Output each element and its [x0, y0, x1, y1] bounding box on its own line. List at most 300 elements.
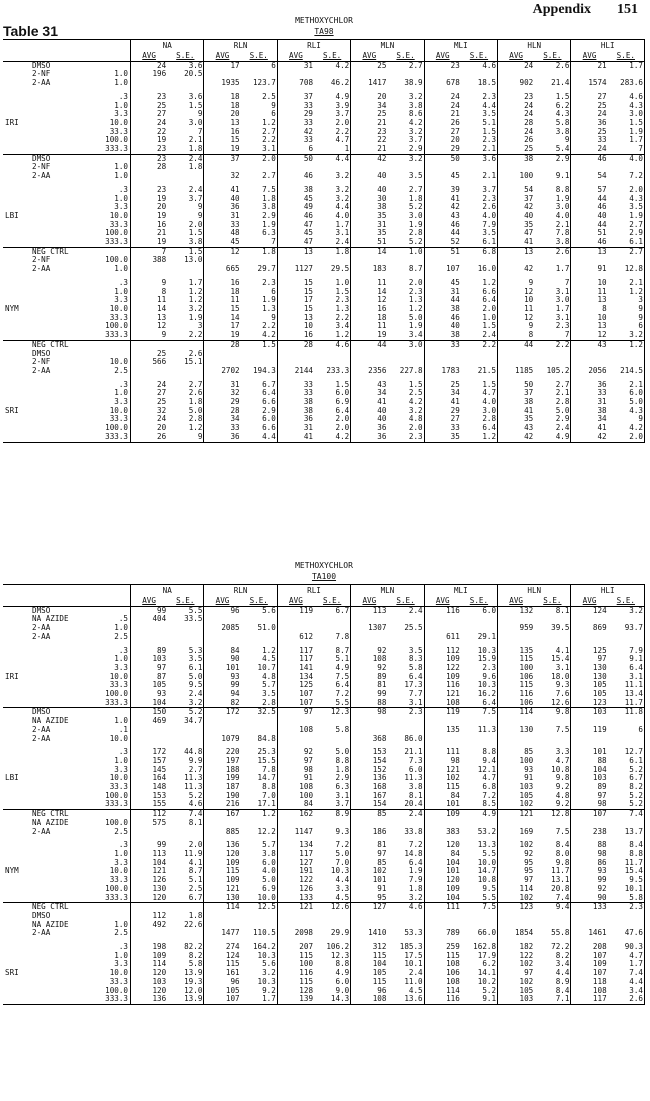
avg-value: 36 — [597, 118, 607, 127]
avg-value: 10 — [303, 322, 314, 331]
avg-value: 46 — [450, 313, 460, 322]
se-value: 2.1 — [167, 136, 204, 145]
avg-value: 383 — [446, 827, 460, 836]
table-cell — [31, 389, 93, 398]
se-value: 3.1 — [314, 229, 351, 238]
dose-value: 33.3 — [93, 128, 131, 137]
se-value: 9.5 — [608, 876, 645, 885]
se-value — [534, 256, 571, 265]
avg-value: 23 — [157, 92, 167, 101]
avg-value: 182 — [519, 943, 534, 952]
dose-value: 100.0 — [93, 136, 131, 145]
se-value — [314, 819, 351, 828]
avg-value: 31 — [277, 61, 314, 70]
se-value: 3.1 — [534, 314, 571, 323]
avg-value: 51 — [351, 238, 388, 247]
avg-value: 84 — [230, 646, 240, 655]
se-value: 3.8 — [387, 102, 424, 111]
avg-value: 125 — [299, 681, 314, 690]
dose-value: .3 — [93, 943, 131, 952]
panel-ta98 — [3, 15, 645, 443]
dose-row — [3, 305, 645, 314]
dose-value: 3.3 — [93, 859, 131, 868]
se-value: 6.4 — [387, 859, 424, 868]
se-value: 5.0 — [167, 407, 204, 416]
avg-value: 24 — [157, 118, 167, 127]
se-value — [608, 256, 645, 265]
avg-value — [351, 921, 388, 930]
avg-value: 117 — [571, 995, 608, 1004]
table-cell — [31, 859, 93, 868]
avg-value: 12 — [524, 287, 534, 296]
table-cell — [31, 229, 93, 238]
dose-value: 10.0 — [93, 119, 131, 128]
avg-value: 45 — [450, 172, 460, 181]
avg-value: 1147 — [294, 827, 314, 836]
se-value: 12.6 — [314, 903, 351, 912]
dose-value: 333.3 — [93, 433, 131, 442]
compound-label: NEG CTRL — [31, 810, 93, 819]
avg-value: 123 — [498, 903, 535, 912]
table-cell — [3, 288, 31, 297]
table-cell — [3, 70, 31, 79]
compound-label: NEG CTRL — [31, 247, 93, 256]
dose-row — [3, 145, 645, 154]
avg-value: 42 — [498, 433, 535, 442]
se-value: 6.2 — [461, 960, 498, 969]
se-value: 3.1 — [534, 288, 571, 297]
control-row — [3, 256, 645, 265]
avg-value: 136 — [225, 841, 240, 850]
avg-value: 31 — [230, 211, 240, 220]
avg-value: 8 — [161, 287, 167, 296]
column-header-mln: MLN — [351, 585, 424, 598]
table-cell — [31, 381, 93, 390]
dose-value: 1.0 — [93, 389, 131, 398]
dose-row — [3, 766, 645, 775]
avg-value: 38 — [303, 185, 314, 194]
avg-value: 92 — [303, 748, 314, 757]
se-value: 2.9 — [241, 212, 278, 221]
se-value: 4.6 — [314, 340, 351, 349]
avg-value: 11 — [157, 296, 167, 305]
avg-value: 104 — [446, 858, 460, 867]
se-value: 6.6 — [241, 424, 278, 433]
group-header-row — [3, 40, 645, 53]
se-value — [167, 735, 204, 744]
se-value: 8.8 — [241, 783, 278, 792]
se-value: 2.9 — [241, 407, 278, 416]
avg-value: 107 — [299, 690, 314, 699]
dose-row — [3, 757, 645, 766]
table-cell — [3, 314, 31, 323]
avg-value: 42 — [303, 127, 314, 136]
table-cell — [31, 40, 93, 53]
se-value: 11.9 — [167, 850, 204, 859]
se-header: S.E. — [534, 597, 571, 606]
dose-value: 3.3 — [93, 203, 131, 212]
se-value: 1.2 — [461, 279, 498, 288]
se-value: 4.9 — [461, 810, 498, 819]
avg-value — [351, 70, 388, 79]
compound-label: 2-AA — [32, 265, 51, 274]
se-value: 4.9 — [314, 93, 351, 102]
avg-value: 172 — [152, 748, 167, 757]
dose-value: 33.3 — [93, 783, 131, 792]
se-value: 2.3 — [387, 433, 424, 442]
control-row — [3, 61, 645, 70]
avg-value: 108 — [351, 995, 388, 1004]
se-value: 9.5 — [167, 681, 204, 690]
dose-row — [3, 203, 645, 212]
avg-value: 20 — [157, 424, 167, 433]
se-value: 2.0 — [387, 424, 424, 433]
se-value — [387, 358, 424, 367]
se-value: 6.1 — [608, 238, 645, 247]
se-value: 4.9 — [314, 664, 351, 673]
se-value: 3.4 — [314, 322, 351, 331]
dose-value — [93, 708, 131, 717]
se-value: 3.7 — [167, 195, 204, 204]
se-value: 3.4 — [534, 960, 571, 969]
compound-label: 2-AA — [32, 79, 51, 88]
avg-value: 25 — [157, 398, 167, 407]
dose-row — [3, 93, 645, 102]
avg-value: 27 — [450, 415, 460, 424]
se-value: 6.0 — [241, 859, 278, 868]
avg-value — [351, 163, 388, 172]
se-value: 4.2 — [241, 331, 278, 340]
se-value: 4.0 — [241, 867, 278, 876]
avg-value — [351, 912, 388, 921]
se-value: 5.8 — [534, 119, 571, 128]
table-cell — [3, 61, 31, 70]
table-cell — [3, 819, 31, 828]
se-value: 1.2 — [461, 433, 498, 442]
se-value: 5.2 — [387, 238, 424, 247]
se-value: 3.0 — [461, 407, 498, 416]
se-value: 6.6 — [241, 398, 278, 407]
se-value: 2.4 — [534, 424, 571, 433]
dose-value: .3 — [93, 841, 131, 850]
avg-value: 36 — [351, 433, 388, 442]
avg-value: 167 — [204, 810, 241, 819]
avg-value: 102 — [519, 960, 534, 969]
se-value — [167, 828, 204, 837]
se-value: 1.2 — [608, 288, 645, 297]
avg-value: 47 — [277, 238, 314, 247]
compound-label: 2-NF — [32, 256, 51, 265]
se-value: 20.8 — [534, 885, 571, 894]
avg-value: 40 — [377, 415, 387, 424]
column-header-rln: RLN — [204, 585, 277, 598]
avg-value: 97 — [524, 876, 534, 885]
table-cell — [31, 757, 93, 766]
se-value: 4.4 — [314, 876, 351, 885]
se-value — [167, 340, 204, 349]
avg-value: 23 — [424, 61, 461, 70]
se-header: S.E. — [241, 52, 278, 61]
dose-row — [3, 186, 645, 195]
avg-value: 36 — [597, 380, 607, 389]
avg-value: 15 — [230, 136, 240, 145]
avg-value: 85 — [351, 810, 388, 819]
se-value: 5.2 — [167, 792, 204, 801]
dose-value: 100.0 — [93, 819, 131, 828]
avg-value: 25 — [450, 380, 460, 389]
se-value: 3 — [608, 296, 645, 305]
avg-value: 109 — [446, 672, 460, 681]
column-header-rli: RLI — [277, 40, 350, 53]
avg-value: 128 — [299, 986, 314, 995]
avg-value: 103 — [519, 783, 534, 792]
avg-value: 116 — [424, 995, 461, 1004]
se-value — [241, 726, 278, 735]
table-cell — [3, 102, 31, 111]
avg-value: 34 — [377, 389, 387, 398]
se-value: 3.4 — [608, 987, 645, 996]
se-value — [534, 819, 571, 828]
table-cell — [31, 943, 93, 952]
dose-value: 33.3 — [93, 681, 131, 690]
se-value: 6 — [608, 726, 645, 735]
avg-header: AVG — [509, 52, 523, 60]
se-value: 9 — [534, 136, 571, 145]
se-value — [387, 163, 424, 172]
se-value: 4.2 — [608, 424, 645, 433]
se-value: 2.9 — [387, 145, 424, 154]
avg-value: 41 — [450, 398, 460, 407]
avg-value: 25 — [351, 61, 388, 70]
se-value: 9.9 — [167, 757, 204, 766]
avg-value: 90 — [230, 655, 240, 664]
avg-value — [351, 615, 388, 624]
se-value: 5.8 — [387, 664, 424, 673]
avg-value: 23 — [131, 154, 168, 163]
avg-value: 312 — [372, 943, 387, 952]
se-value: 2.3 — [387, 288, 424, 297]
avg-value: 1783 — [441, 366, 460, 375]
se-value: 123.7 — [241, 79, 278, 88]
table-cell — [3, 163, 31, 172]
se-value: 194.3 — [241, 367, 278, 376]
se-value: 2.1 — [461, 172, 498, 181]
avg-value: 6 — [277, 145, 314, 154]
se-header: S.E. — [314, 52, 351, 61]
se-value: 1.5 — [387, 381, 424, 390]
se-value: 8.2 — [167, 952, 204, 961]
se-value: 3.4 — [387, 331, 424, 340]
column-header-rln: RLN — [204, 40, 277, 53]
se-value: 6.7 — [314, 606, 351, 615]
avg-value: 33 — [303, 101, 314, 110]
se-value: 3.2 — [608, 606, 645, 615]
se-value: 8.1 — [387, 792, 424, 801]
avg-value: 97 — [597, 791, 607, 800]
se-value: 5.2 — [608, 766, 645, 775]
avg-value: 42 — [571, 433, 608, 442]
se-header: S.E. — [167, 597, 204, 606]
dose-row — [3, 389, 645, 398]
avg-value — [131, 265, 168, 274]
avg-value — [571, 256, 608, 265]
group-label: NYM — [5, 867, 19, 876]
avg-value — [498, 912, 535, 921]
dose-row — [3, 952, 645, 961]
table-cell — [31, 978, 93, 987]
se-value: 3.1 — [534, 664, 571, 673]
se-value: 2.3 — [314, 296, 351, 305]
se-value: 1.2 — [167, 424, 204, 433]
se-value: 3.7 — [461, 186, 498, 195]
avg-value — [424, 912, 461, 921]
se-value — [461, 615, 498, 624]
se-value: 1.5 — [534, 93, 571, 102]
avg-value — [424, 256, 461, 265]
dose-row — [3, 314, 645, 323]
dose-row — [3, 699, 645, 708]
avg-value: 96 — [204, 606, 241, 615]
se-value — [608, 633, 645, 642]
se-value: 2.1 — [534, 389, 571, 398]
se-value — [314, 70, 351, 79]
se-value: 5.3 — [167, 647, 204, 656]
se-value: 29.7 — [241, 265, 278, 274]
se-value: 110.5 — [241, 929, 278, 938]
avg-value — [131, 79, 168, 88]
table-cell — [3, 726, 31, 735]
table-cell — [3, 247, 31, 256]
avg-value: 1410 — [368, 929, 387, 938]
se-value: 3.6 — [461, 154, 498, 163]
se-value: 8.4 — [534, 841, 571, 850]
se-value — [314, 350, 351, 359]
avg-value — [424, 819, 461, 828]
avg-value: 38 — [450, 304, 460, 313]
avg-value: 105 — [152, 681, 167, 690]
avg-value: 98 — [351, 708, 388, 717]
table-cell — [3, 389, 31, 398]
avg-value: 152 — [372, 765, 387, 774]
avg-value: 11 — [524, 304, 534, 313]
se-value: 18.0 — [534, 673, 571, 682]
avg-value: 1477 — [221, 929, 240, 938]
se-value: 5.5 — [314, 699, 351, 708]
avg-value: 35 — [377, 229, 387, 238]
se-value: 6.8 — [461, 247, 498, 256]
avg-value: 109 — [152, 951, 167, 960]
se-value: 7 — [167, 128, 204, 137]
se-value: 3.5 — [241, 690, 278, 699]
compound-label: DMSO — [32, 349, 51, 358]
dose-value: .3 — [93, 381, 131, 390]
avg-value: 135 — [446, 725, 460, 734]
table-cell — [3, 597, 31, 606]
column-header-na: NA — [131, 585, 204, 598]
se-value — [314, 912, 351, 921]
avg-value: 38 — [597, 406, 607, 415]
avg-value: 33 — [597, 389, 607, 398]
avg-value: 15 — [303, 304, 314, 313]
avg-value: 102 — [498, 894, 535, 903]
avg-value: 91 — [377, 884, 387, 893]
avg-value: 115 — [446, 783, 460, 792]
avg-value: 32 — [230, 389, 240, 398]
avg-value — [351, 717, 388, 726]
avg-value — [498, 819, 535, 828]
dose-value: 3.3 — [93, 664, 131, 673]
control-row — [3, 350, 645, 359]
avg-value: 116 — [446, 681, 460, 690]
control-row — [3, 929, 645, 938]
se-value — [387, 256, 424, 265]
se-value: 29.1 — [461, 633, 498, 642]
se-value: 21.1 — [387, 748, 424, 757]
avg-value — [277, 256, 314, 265]
se-value: 10.7 — [241, 664, 278, 673]
table-cell — [3, 894, 31, 903]
se-value — [461, 350, 498, 359]
table-cell — [31, 102, 93, 111]
avg-value: 99 — [377, 690, 387, 699]
control-row — [3, 154, 645, 163]
avg-value — [571, 615, 608, 624]
avg-value: 134 — [299, 672, 314, 681]
se-value — [387, 921, 424, 930]
se-value: 8.8 — [314, 757, 351, 766]
compound-label: 2-AA — [32, 734, 51, 743]
se-value: 15.5 — [241, 757, 278, 766]
avg-value: 21 — [157, 229, 167, 238]
dose-row — [3, 978, 645, 987]
table-cell — [3, 128, 31, 137]
se-value — [534, 163, 571, 172]
dose-value — [93, 810, 131, 819]
table-cell — [31, 894, 93, 903]
avg-value: 1185 — [514, 366, 534, 375]
se-value: 5.5 — [461, 850, 498, 859]
avg-value: 24 — [450, 101, 460, 110]
se-value: 9.3 — [534, 681, 571, 690]
se-value — [534, 70, 571, 79]
se-value: 9 — [167, 212, 204, 221]
se-value: 4.1 — [534, 647, 571, 656]
se-value: 1.2 — [387, 305, 424, 314]
avg-value — [498, 163, 535, 172]
avg-value: 114 — [152, 960, 167, 969]
se-value: 3.8 — [534, 238, 571, 247]
dose-value: 10.0 — [93, 673, 131, 682]
se-value: 20.4 — [387, 800, 424, 809]
avg-value: 120 — [152, 969, 167, 978]
avg-value: 95 — [524, 858, 534, 867]
se-value — [608, 70, 645, 79]
avg-value: 102 — [519, 977, 534, 986]
avg-value — [571, 70, 608, 79]
avg-value: 124 — [571, 606, 608, 615]
table-cell — [31, 800, 93, 809]
se-value: 32.5 — [241, 708, 278, 717]
se-value: 1.8 — [167, 163, 204, 172]
se-value: 7.0 — [241, 792, 278, 801]
avg-value: 97 — [377, 849, 387, 858]
avg-value: 1307 — [368, 624, 387, 633]
se-value: 12.8 — [534, 810, 571, 819]
se-value: 2.7 — [608, 247, 645, 256]
avg-value: 11 — [377, 278, 387, 287]
se-value: 13.4 — [608, 690, 645, 699]
se-value: 38.9 — [387, 79, 424, 88]
